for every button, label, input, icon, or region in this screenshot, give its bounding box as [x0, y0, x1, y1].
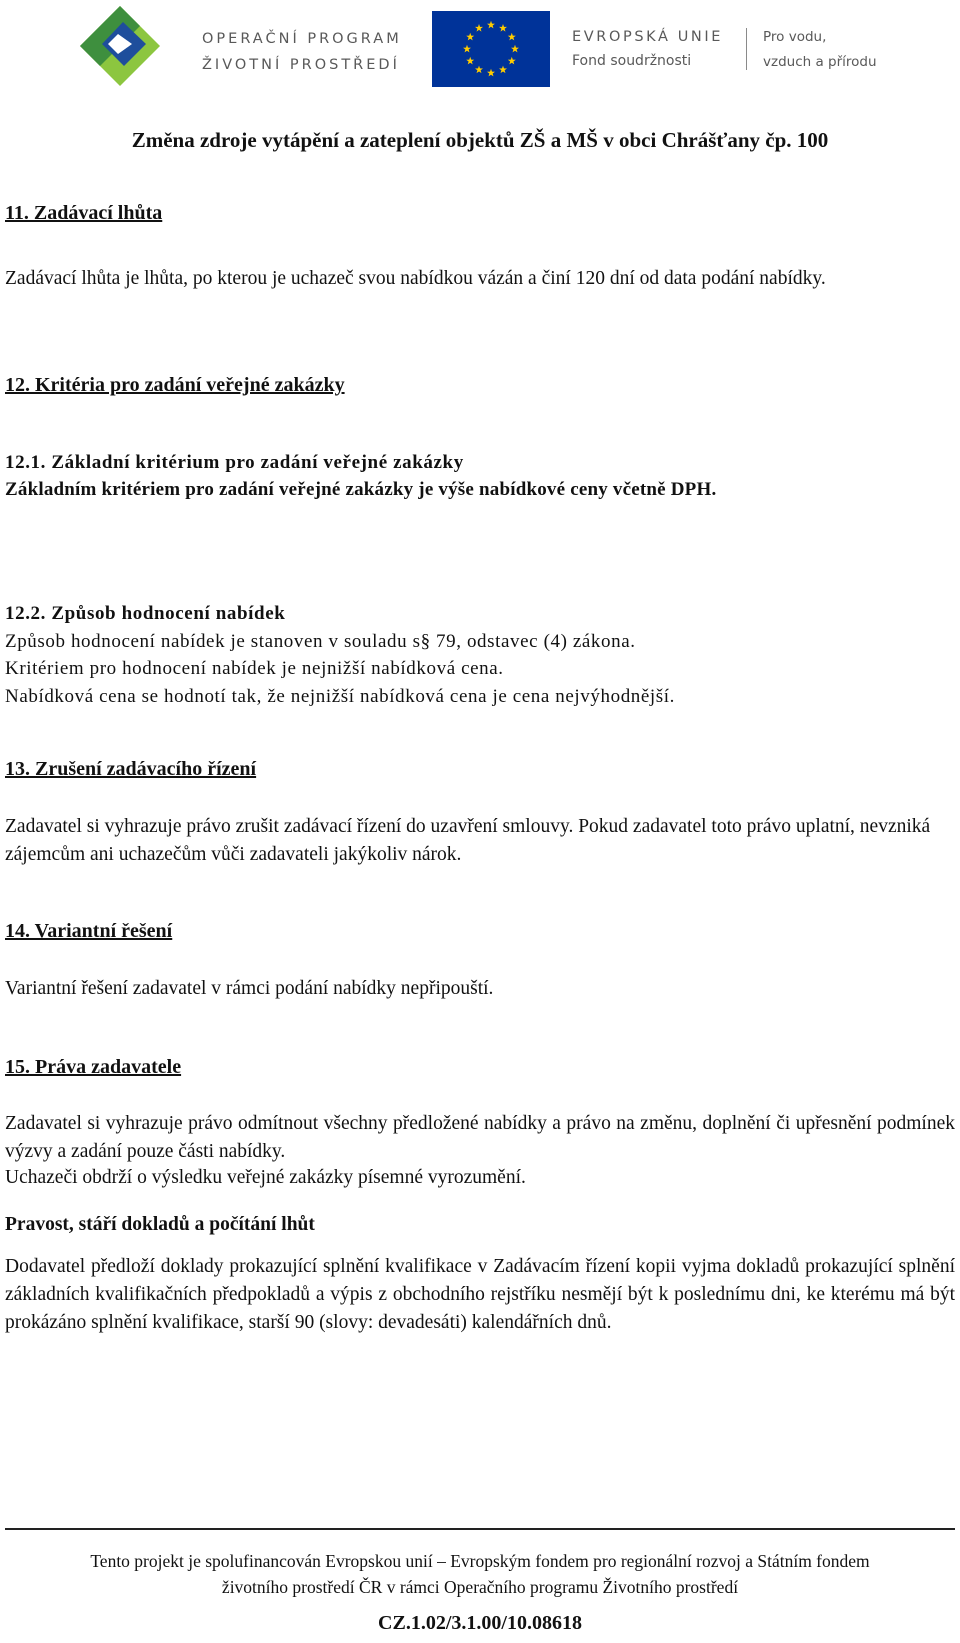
- eu-flag-icon: [432, 11, 550, 87]
- eu-logo-text: [572, 25, 723, 73]
- footer-line-2: životního prostředí ČR v rámci Operačního programu Životního prostředí: [221, 1577, 739, 1597]
- section-11-text: Zadávací lhůta je lhůta, po kterou je uchazeč svou nabídkou vázán a činí 120 dní od data podání nabídky.: [5, 268, 826, 289]
- section-14-text: Variantní řešení zadavatel v rámci podání nabídky nepřipouští.: [5, 978, 494, 999]
- header: [0, 0, 960, 100]
- footer-divider: [5, 1528, 955, 1530]
- subsection-12-2-line1: Způsob hodnocení nabídek je stanoven v souladu s§ 79, odstavec (4) zákona.: [5, 631, 636, 652]
- subsection-12-1-heading: 12.1. Základní kritérium pro zadání veřejné zakázky: [5, 452, 464, 473]
- footer-line-1: Tento projekt je spolufinancován Evropskou unií – Evropským fondem pro regionální rozvoj a Státním fondem: [90, 1551, 870, 1571]
- eu-logo-line2: Fond soudržnosti: [572, 53, 692, 69]
- eu-motto-line1: Pro vodu,: [763, 29, 827, 45]
- section-13-heading: 13. Zrušení zadávacího řízení: [5, 758, 257, 780]
- subsection-12-1-text: Základním kritériem pro zadání veřejné zakázky je výše nabídkové ceny včetně DPH.: [5, 479, 717, 500]
- subsection-12-2-line3: Nabídková cena se hodnotí tak, že nejnižší nabídková cena je cena nejvýhodnější.: [5, 686, 676, 707]
- logo-divider: [746, 28, 747, 70]
- section-15-heading: 15. Práva zadavatele: [5, 1056, 182, 1078]
- section-14-heading: 14. Variantní řešení: [5, 920, 173, 942]
- eu-logo-line1: EVROPSKÁ UNIE: [572, 29, 723, 45]
- op-logo-line2: ŽIVOTNÍ PROSTŘEDÍ: [202, 57, 400, 73]
- pravost-heading: Pravost, stáří dokladů a počítání lhůt: [5, 1214, 315, 1235]
- pravost-text: Dodavatel předloží doklady prokazující splnění kvalifikace v Zadávacím řízení kopii vyjma dokladů prokazující splnění základních kvalifikačních předpokladů a výpis z obchodního rejstříku nesmějí být k poslednímu dni, ke kterému má být prokázáno splnění kvalifikace, starší 90 (slovy: devadesáti) kalendářních dnů.: [5, 1256, 955, 1333]
- eu-motto: [763, 25, 877, 75]
- footer-funding-note: [0, 1548, 960, 1600]
- document-title: Změna zdroje vytápění a zateplení objektů ZŠ a MŠ v obci Chrášťany čp. 100: [131, 128, 829, 152]
- section-12-heading: 12. Kritéria pro zadání veřejné zakázky: [5, 374, 345, 396]
- section-13-text: Zadavatel si vyhrazuje právo zrušit zadávací řízení do uzavření smlouvy. Pokud zadavatel toto právo uplatní, nevzniká zájemcům ani uchazečům vůči zadavateli jakýkoliv nárok.: [5, 816, 931, 865]
- footer-project-code: CZ.1.02/3.1.00/10.08618: [378, 1612, 582, 1634]
- op-zp-logo-icon: [60, 4, 180, 92]
- eu-motto-line2: vzduch a přírodu: [763, 54, 877, 70]
- section-11-heading: 11. Zadávací lhůta: [5, 202, 163, 224]
- section-15-text-1: Zadavatel si vyhrazuje právo odmítnout všechny předložené nabídky a právo na změnu, doplnění či upřesnění podmínek výzvy a zadání pouze části nabídky.: [5, 1113, 955, 1162]
- subsection-12-2-line2: Kritériem pro hodnocení nabídek je nejnižší nabídková cena.: [5, 658, 504, 679]
- op-logo-line1: OPERAČNÍ PROGRAM: [202, 31, 402, 47]
- section-15-text-2: Uchazeči obdrží o výsledku veřejné zakázky písemné vyrozumění.: [5, 1167, 526, 1188]
- subsection-12-2-heading: 12.2. Způsob hodnocení nabídek: [5, 603, 286, 624]
- op-logo-text: [202, 26, 402, 78]
